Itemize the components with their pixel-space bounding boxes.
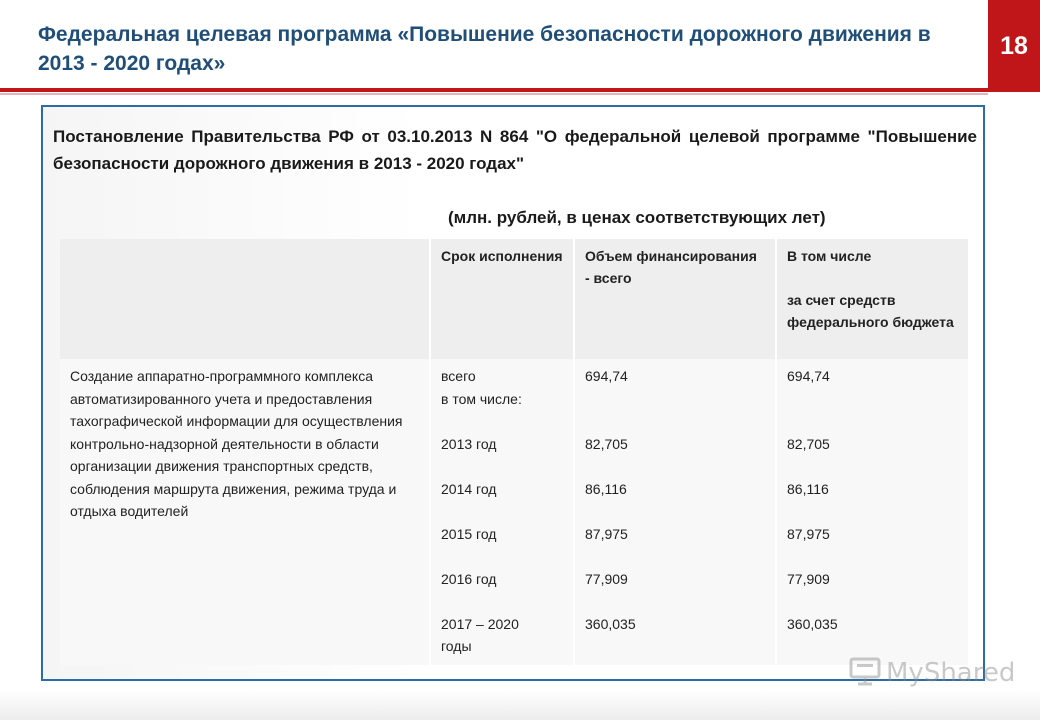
- federal-value-2017-2020: 360,035: [787, 615, 838, 632]
- total-value-2017-2020: 360,035: [585, 615, 636, 632]
- financing-table: [60, 239, 968, 665]
- page-number-badge: 18: [988, 0, 1040, 92]
- page-title: Федеральная целевая программа «Повышение безопасности дорожного движения в 2013 - 2020 годах»: [38, 23, 931, 75]
- total-value-2016: 77,909: [585, 570, 628, 587]
- watermark: [848, 656, 1016, 690]
- row-federal-budget: [776, 359, 968, 665]
- header-federal-line2: за счет средств федерального бюджета: [787, 292, 954, 330]
- header-total-financing: Объем финансирования - всего: [574, 239, 776, 359]
- footer-band: [0, 690, 1040, 720]
- period-2016: 2016 год: [441, 570, 497, 587]
- period-2014: 2014 год: [441, 480, 497, 497]
- row-periods: [430, 359, 574, 665]
- total-value-2015: 87,975: [585, 525, 628, 542]
- federal-value-all: 694,74: [787, 368, 830, 384]
- period-including: в том числе:: [441, 390, 522, 407]
- period-2013: 2013 год: [441, 435, 497, 452]
- total-value-2014: 86,116: [585, 480, 627, 497]
- total-value-2013: 82,705: [585, 435, 628, 452]
- table-row: [60, 359, 968, 665]
- watermark-text: MyShared: [886, 658, 1016, 688]
- row-total-financing: [574, 359, 776, 665]
- header-federal-line1: В том числе: [787, 248, 872, 264]
- header-divider-shadow: [0, 93, 988, 95]
- header-description: [60, 239, 430, 359]
- federal-value-2013: 82,705: [787, 435, 830, 452]
- header-federal-budget: [776, 239, 968, 359]
- federal-value-2014: 86,116: [787, 480, 829, 497]
- total-value-all: 694,74: [585, 368, 628, 384]
- federal-value-2015: 87,975: [787, 525, 830, 542]
- decree-reference: Постановление Правительства РФ от 03.10.2013 N 864 "О федеральной целевой программе "Повышение безопасности дорожного движения в 2013 - 2020 годах": [53, 127, 977, 173]
- row-description: Создание аппаратно-программного комплекса автоматизированного учета и предоставления тахографической информации для осуществления контрольно-надзорной деятельности в области организации движения транспортных средств, соблюдения маршрута движения, режима труда и отдыха водителей: [60, 359, 430, 665]
- presentation-board-icon: [848, 656, 882, 691]
- period-total: всего: [441, 368, 476, 384]
- header-period: Срок исполнения: [430, 239, 574, 359]
- federal-value-2016: 77,909: [787, 570, 830, 587]
- period-2015: 2015 год: [441, 525, 497, 542]
- period-2017-2020: 2017 – 2020 годы: [441, 615, 519, 654]
- header-divider: [0, 88, 988, 92]
- table-header-row: [60, 239, 968, 359]
- units-note: (млн. рублей, в ценах соответствующих лет): [448, 208, 826, 227]
